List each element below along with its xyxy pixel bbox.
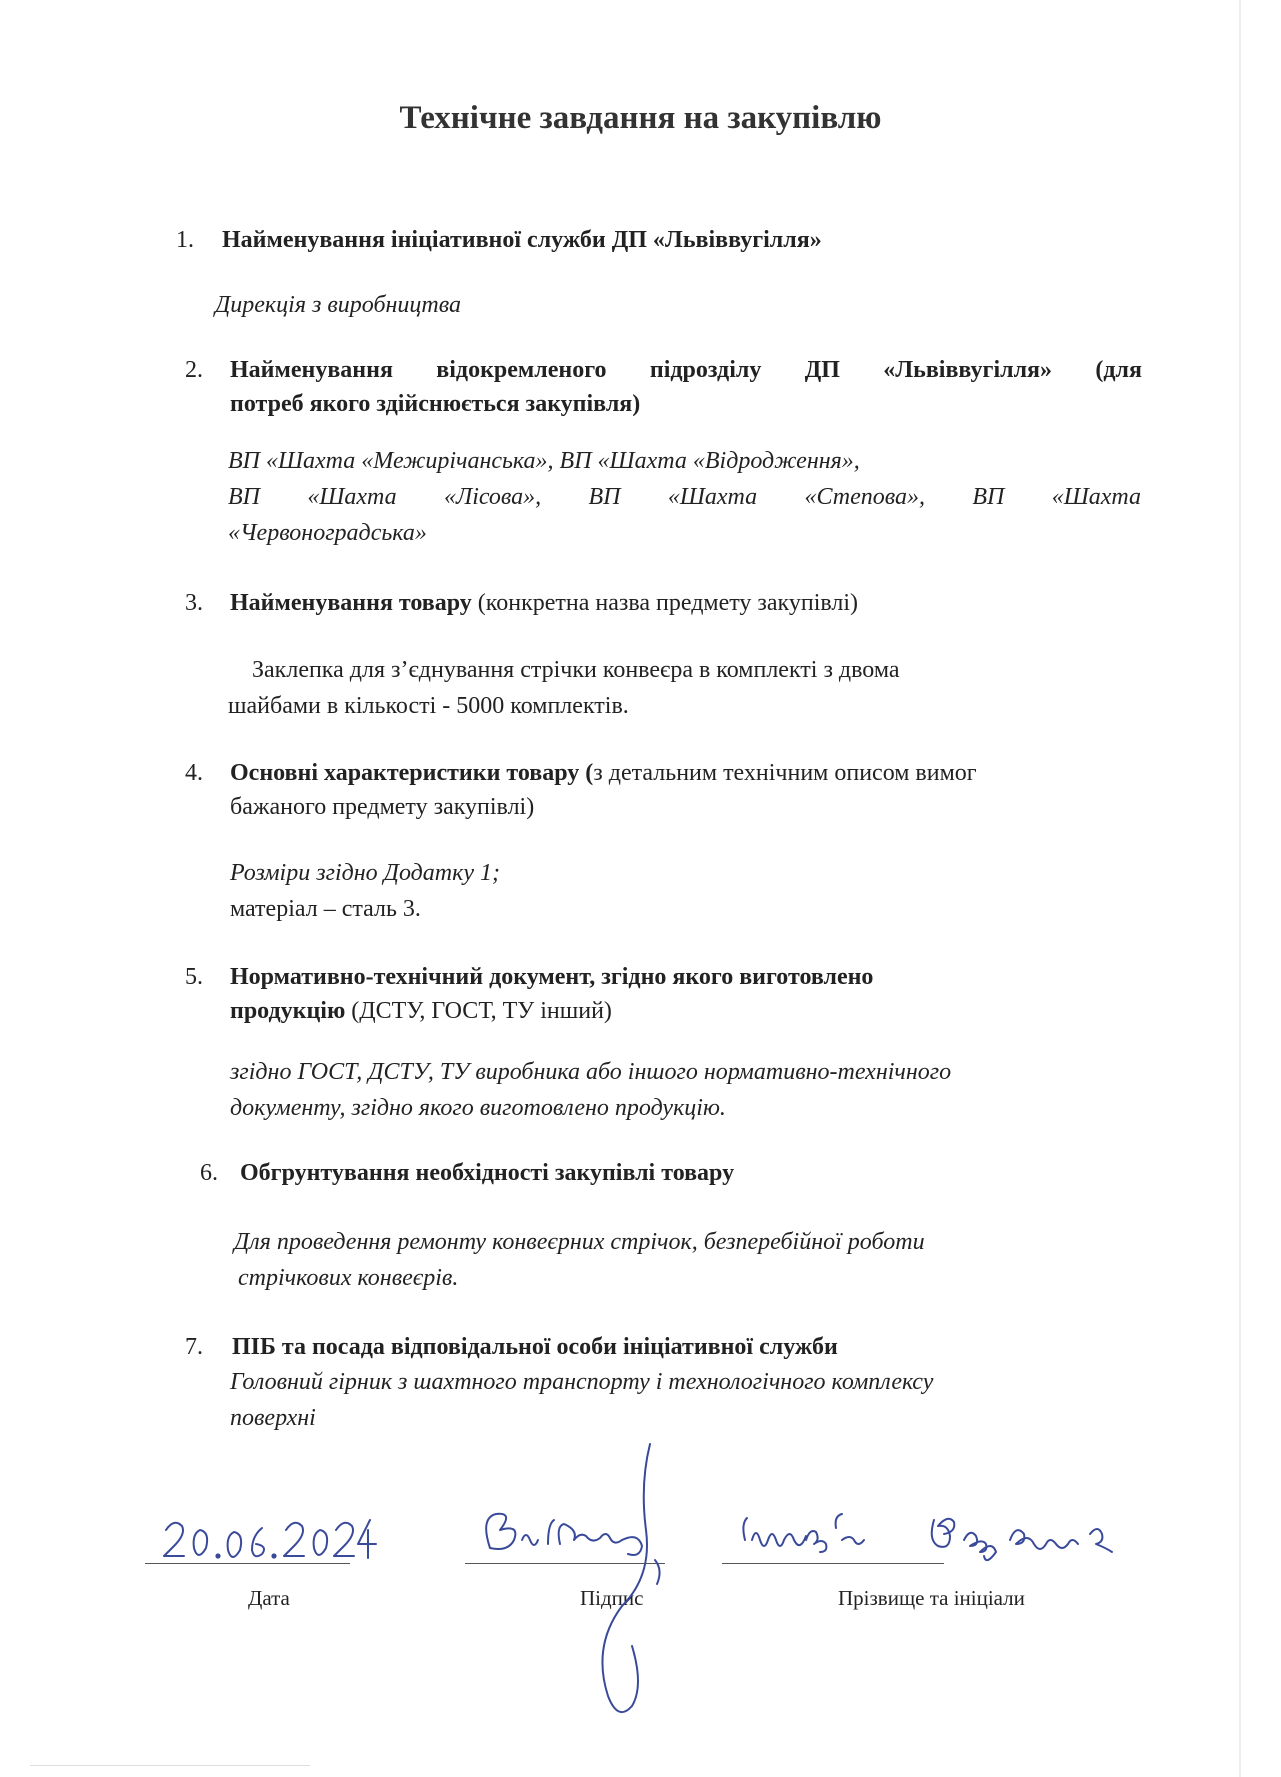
handwritten-signature	[486, 1444, 659, 1712]
section-1-body: Дирекція з виробництва	[215, 292, 461, 318]
handwritten-date	[164, 1520, 376, 1558]
name-caption: Прізвище та ініціали	[838, 1586, 1025, 1610]
section-7-body: Головний гірник з шахтного транспорту і технологічного комплексу поверхні	[230, 1369, 934, 1431]
section-5-body: згідно ГОСТ, ДСТУ, ТУ виробника або іншого нормативно-технічного документу, згідно якого виготовлено продукцію.	[230, 1059, 952, 1121]
section-6-number: 6.	[200, 1160, 218, 1186]
signature-caption: Підпис	[580, 1586, 644, 1610]
section-4-number: 4.	[185, 760, 203, 786]
section-3-body: Заклепка для з’єднування стрічки конвеєра в комплекті з двома шайбами в кількості - 5000 комплектів.	[228, 657, 900, 719]
document-title: Технічне завдання на закупівлю	[399, 100, 882, 136]
section-5-heading: Нормативно-технічний документ, згідно якого виготовлено продукцію (ДСТУ, ГОСТ, ТУ інший)	[230, 964, 874, 1024]
section-3-number: 3.	[185, 590, 203, 616]
section-2-body: ВП «Шахта «Межирічанська», ВП «Шахта «Відродження», ВП «Шахта «Лісова», ВП «Шахта «Степова», ВП «Шахта «Червоноградська»	[228, 448, 1141, 546]
section-5-number: 5.	[185, 964, 203, 990]
section-1-number: 1.	[176, 227, 194, 253]
section-3-heading: Найменування товару (конкретна назва предмету закупівлі)	[230, 590, 859, 616]
section-6-heading: Обгрунтування необхідності закупівлі товару	[240, 1160, 735, 1186]
section-7-number: 7.	[185, 1334, 203, 1360]
section-2-heading: Найменування відокремленого підрозділу ДП «Львіввугілля» (для потреб якого здійснюється закупівля)	[230, 357, 1142, 417]
section-1-heading: Найменування ініціативної служби ДП «Львіввугілля»	[222, 227, 822, 253]
section-6-body: Для проведення ремонту конвеєрних стрічок, безперебійної роботи стрічкових конвеєрів.	[234, 1229, 925, 1291]
section-2-number: 2.	[185, 357, 203, 383]
section-4-body: Розміри згідно Додатку 1; матеріал – сталь 3.	[230, 860, 500, 922]
section-4-heading: Основні характеристики товару (з детальним технічним описом вимог бажаного предмету закупівлі)	[230, 760, 977, 820]
date-caption: Дата	[248, 1586, 290, 1610]
handwritten-name	[743, 1514, 1112, 1560]
section-7-heading: ПІБ та посада відповідальної особи ініціативної служби	[232, 1334, 838, 1360]
